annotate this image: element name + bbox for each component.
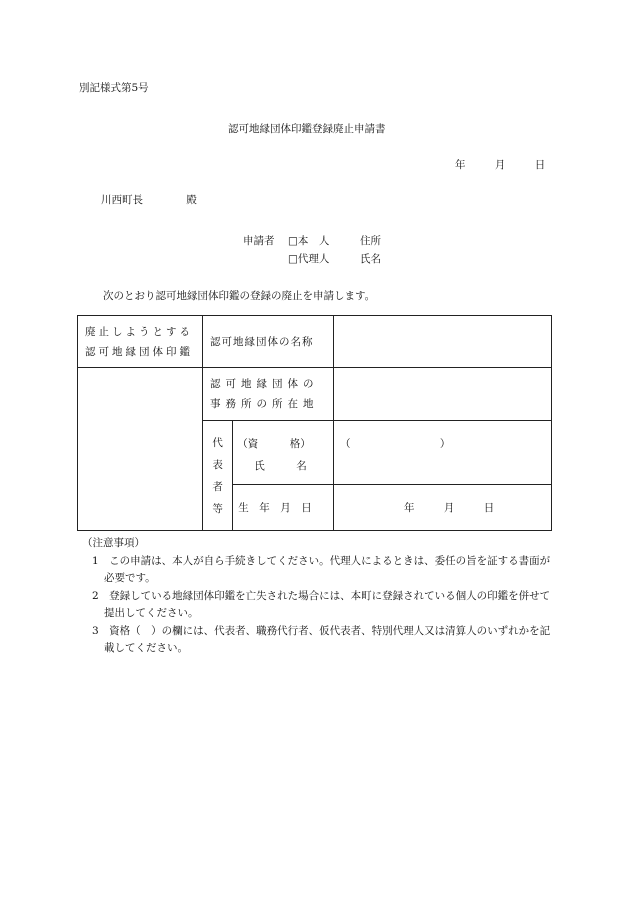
application-table	[77, 315, 552, 531]
org-address-value-cell[interactable]	[334, 368, 552, 421]
applicant-agent-checkbox[interactable]: □代理人	[288, 253, 330, 265]
dob-label-cell	[233, 485, 334, 531]
rep-char-2: 表	[212, 458, 223, 471]
rep-char-3: 者	[212, 480, 223, 493]
applicant-self-checkbox[interactable]: □本 人	[288, 235, 330, 247]
page-title: 認可地縁団体印鑑登録廃止申請書	[228, 123, 386, 135]
rep-name-value-cell[interactable]	[334, 421, 552, 485]
capacity-paren-close: ）	[439, 438, 451, 450]
applicant-name-label: 氏名	[360, 253, 381, 265]
dob-label: 生 年 月 日	[238, 502, 312, 514]
rep-name-label-cell	[233, 421, 334, 485]
addressee	[101, 192, 197, 207]
date-month: 月	[494, 159, 506, 171]
org-address-label-cell	[203, 368, 334, 421]
notes-section	[82, 535, 559, 658]
seal-label-line1: 廃止しようとする	[85, 325, 193, 338]
org-name-label: 認可地縁団体の名称	[210, 335, 314, 348]
rep-name-label: 氏 名	[254, 460, 307, 472]
capacity-label: （資 格）	[237, 438, 311, 450]
seal-impression-cell[interactable]	[78, 368, 203, 531]
date-line	[455, 157, 545, 172]
seal-label-line2: 認可地縁団体印鑑	[85, 345, 193, 358]
capacity-paren-open: （	[340, 438, 351, 450]
notes-heading: （注意事項）	[82, 537, 145, 549]
date-year: 年	[455, 159, 466, 171]
note-item-2: 2 登録している地縁団体印鑑を亡失された場合には、本町に登録されている個人の印鑑を併せて提出してください。	[92, 589, 551, 619]
dob-value-cell[interactable]	[334, 485, 552, 531]
org-address-label-line2: 事務所の所在地	[210, 398, 319, 410]
org-name-value-cell[interactable]	[334, 316, 552, 368]
seal-label-cell	[78, 316, 203, 368]
rep-char-1: 代	[212, 436, 223, 449]
addressee-honorific: 殿	[186, 194, 197, 206]
form-number: 別記様式第5号	[79, 82, 149, 94]
dob-day: 日	[483, 502, 495, 514]
addressee-name: 川西町長	[101, 194, 143, 206]
org-address-label-line1: 認可地縁団体の	[210, 378, 319, 390]
applicant-label: 申請者	[243, 235, 275, 247]
intro-text: 次のとおり認可地縁団体印鑑の登録の廃止を申請します。	[103, 290, 376, 302]
note-item-3: 3 資格（ ）の欄には、代表者、職務代行者、仮代表者、特別代理人又は清算人のいずれかを記載してください。	[92, 624, 551, 654]
representative-vertical-label	[203, 421, 233, 531]
date-day: 日	[534, 159, 546, 171]
rep-char-4: 等	[212, 502, 223, 515]
applicant-address-label: 住所	[360, 235, 381, 247]
org-name-label-cell	[203, 316, 334, 368]
dob-year: 年	[404, 502, 415, 514]
note-item-1: 1 この申請は、本人が自ら手続きしてください。代理人によるときは、委任の旨を証する書面が必要です。	[92, 554, 551, 584]
dob-month: 月	[443, 502, 455, 514]
